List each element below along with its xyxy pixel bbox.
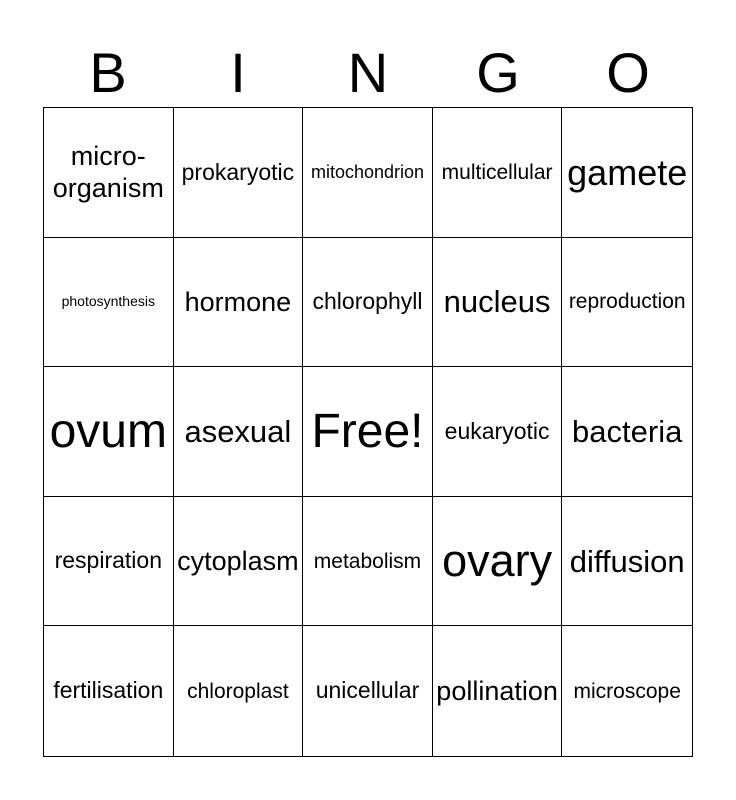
bingo-cell[interactable]: gamete (562, 108, 692, 238)
bingo-header (43, 42, 693, 104)
header-letter-b: B (89, 41, 127, 104)
bingo-cell[interactable]: fertilisation (44, 626, 174, 756)
bingo-cell[interactable]: cytoplasm (174, 497, 304, 627)
bingo-cell[interactable]: diffusion (562, 497, 692, 627)
bingo-cell[interactable]: ovary (433, 497, 563, 627)
bingo-cell[interactable]: chlorophyll (303, 238, 433, 368)
bingo-cell[interactable]: reproduction (562, 238, 692, 368)
bingo-cell[interactable]: unicellular (303, 626, 433, 756)
bingo-board (43, 107, 693, 757)
bingo-cell[interactable]: pollination (433, 626, 563, 756)
bingo-cell[interactable]: asexual (174, 367, 304, 497)
bingo-cell[interactable]: hormone (174, 238, 304, 368)
bingo-cell[interactable]: microscope (573, 679, 681, 703)
bingo-cell[interactable]: respiration (44, 497, 174, 627)
bingo-cell[interactable]: mitochondrion (303, 108, 433, 238)
free-space-cell[interactable]: Free! (303, 367, 433, 497)
header-letter-n: N (347, 41, 389, 104)
bingo-cell[interactable]: micro-organism (44, 108, 174, 238)
header-letter-i: I (230, 41, 246, 104)
bingo-cell[interactable]: metabolism (303, 497, 433, 627)
bingo-cell[interactable]: photosynthesis (44, 238, 174, 368)
bingo-cell[interactable]: eukaryotic (433, 367, 563, 497)
bingo-cell[interactable]: nucleus (433, 238, 563, 368)
bingo-cell[interactable]: prokaryotic (174, 108, 304, 238)
header-letter-g: G (476, 41, 520, 104)
header-letter-o: O (606, 41, 650, 104)
bingo-cell[interactable]: multicellular (433, 108, 563, 238)
bingo-cell[interactable]: chloroplast (174, 626, 304, 756)
bingo-cell[interactable]: bacteria (562, 367, 692, 497)
bingo-cell[interactable]: ovum (44, 367, 174, 497)
